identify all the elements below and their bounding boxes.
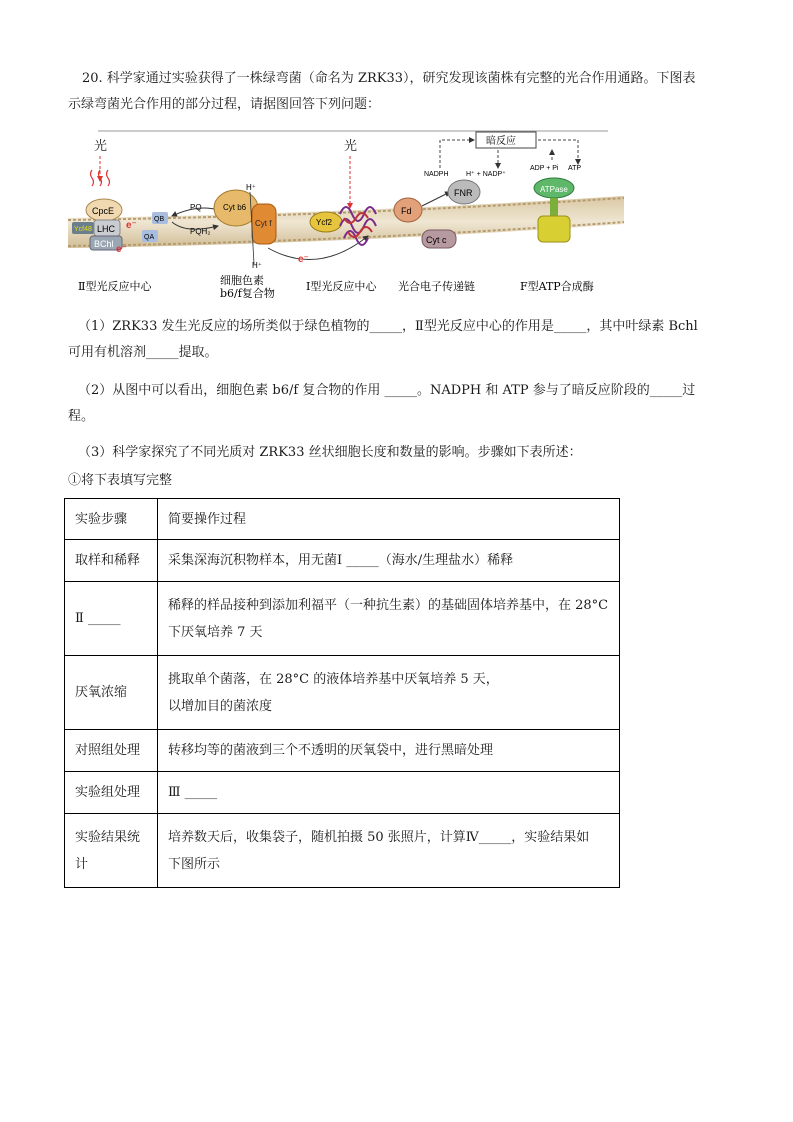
table-row bbox=[65, 730, 620, 772]
table-cell-detail: 挑取单个菌落，在 28°C 的液体培养基中厌氧培养 5 天， 以增加目的菌浓度 bbox=[158, 656, 620, 730]
photosynthesis-diagram bbox=[68, 126, 624, 298]
dark-reaction-label: 暗反应 bbox=[486, 136, 516, 147]
fd-label: Fd bbox=[401, 206, 412, 216]
cyt-caption-line1: 细胞色素 bbox=[220, 274, 264, 287]
table-cell-step: 实验步骤 bbox=[65, 499, 158, 540]
table-cell-step: 实验结果统 计 bbox=[65, 814, 158, 888]
table-row bbox=[65, 814, 620, 888]
table-cell-step: 实验组处理 bbox=[65, 772, 158, 814]
table-row bbox=[65, 499, 620, 540]
table-row bbox=[65, 656, 620, 730]
lhc-label: LHC bbox=[97, 224, 116, 234]
table-row bbox=[65, 772, 620, 814]
atp-label: ATP bbox=[568, 165, 582, 172]
table-cell-step: 对照组处理 bbox=[65, 730, 158, 772]
q1-line2: 可用有机溶剂_____提取。 bbox=[68, 345, 218, 360]
bchl-label: BChl bbox=[94, 239, 114, 249]
table-row bbox=[65, 582, 620, 656]
table-cell-detail: Ⅲ _____ bbox=[158, 772, 620, 814]
electron-label-2: e⁻ bbox=[116, 244, 127, 255]
cytc-label: Cyt c bbox=[426, 235, 447, 245]
table-cell-detail: 稀释的样品接种到添加利福平（一种抗生素）的基础固体培养基中，在 28°C 下厌氧培养 7 天 bbox=[158, 582, 620, 656]
qb-label: QB bbox=[154, 216, 165, 223]
cpce-label: CpcE bbox=[92, 206, 115, 216]
qa-label: QA bbox=[144, 234, 155, 241]
adp-pi-label: ADP + Pi bbox=[530, 165, 559, 172]
q2-line2: 程。 bbox=[68, 409, 95, 424]
light-label-left: 光 bbox=[94, 139, 108, 154]
chain-caption: 光合电子传递链 bbox=[398, 280, 475, 293]
atp-synthase-caption: F型ATP合成酶 bbox=[520, 280, 594, 293]
pqh2-label: PQH₂ bbox=[190, 227, 211, 236]
atpase-label: ATPase bbox=[540, 185, 568, 194]
ycf2-label: Ycf2 bbox=[316, 218, 333, 227]
table-cell-step: 取样和稀释 bbox=[65, 540, 158, 582]
table-cell-detail: 采集深海沉积物样本，用无菌Ⅰ _____（海水/生理盐水）稀释 bbox=[158, 540, 620, 582]
table-cell-detail: 培养数天后，收集袋子，随机拍摄 50 张照片，计算Ⅳ_____，实验结果如 下图所示 bbox=[158, 814, 620, 888]
fnr-label: FNR bbox=[454, 188, 473, 198]
q2-line1: （2）从图中可以看出，细胞色素 b6/f 复合物的作用 _____。NADPH 和 ATP 参与了暗反应阶段的_____过 bbox=[78, 383, 696, 398]
hplus-top-label: H⁺ bbox=[246, 183, 256, 192]
table-cell-detail: 简要操作过程 bbox=[158, 499, 620, 540]
ps2-caption: Ⅱ型光反应中心 bbox=[78, 280, 152, 293]
pq-label: PQ bbox=[190, 203, 202, 212]
q3-line1: （3）科学家探究了不同光质对 ZRK33 丝状细胞长度和数量的影响。步骤如下表所述： bbox=[78, 445, 582, 460]
light-label-mid: 光 bbox=[344, 139, 358, 154]
atpase-stalk bbox=[550, 198, 558, 218]
h-nadp-label: H⁺ + NADP⁺ bbox=[466, 171, 506, 178]
q1-line1: （1）ZRK33 发生光反应的场所类似于绿色植物的_____，Ⅱ型光反应中心的作用是_____，其中叶绿素 Bchl bbox=[78, 319, 698, 334]
electron-label-3: e⁻ bbox=[298, 254, 309, 265]
nadph-label: NADPH bbox=[424, 171, 449, 178]
ycf48-label: Ycf48 bbox=[74, 226, 92, 233]
electron-label-1: e⁻ bbox=[126, 220, 137, 231]
question-intro-line2: 示绿弯菌光合作用的部分过程，请据图回答下列问题： bbox=[68, 97, 381, 112]
cytb6-label: Cyt b6 bbox=[223, 203, 247, 212]
cytf-label: Cyt f bbox=[255, 219, 272, 228]
hplus-bottom-label: H⁺ bbox=[252, 261, 262, 270]
table-row bbox=[65, 540, 620, 582]
question-intro-line1: 20. 科学家通过实验获得了一株绿弯菌（命名为 ZRK33），研究发现该菌株有完整的光合作用通路。下图表 bbox=[82, 71, 696, 86]
table-cell-detail: 转移均等的菌液到三个不透明的厌氧袋中，进行黑暗处理 bbox=[158, 730, 620, 772]
q3-subtitle: ①将下表填写完整 bbox=[68, 473, 173, 488]
ps1-caption: Ⅰ型光反应中心 bbox=[306, 280, 377, 293]
table-cell-step: Ⅱ _____ bbox=[65, 582, 158, 656]
procedure-table bbox=[64, 498, 620, 888]
atpase-base bbox=[538, 216, 570, 242]
cyt-caption-line2: b6/f复合物 bbox=[220, 287, 275, 298]
table-cell-step: 厌氧浓缩 bbox=[65, 656, 158, 730]
